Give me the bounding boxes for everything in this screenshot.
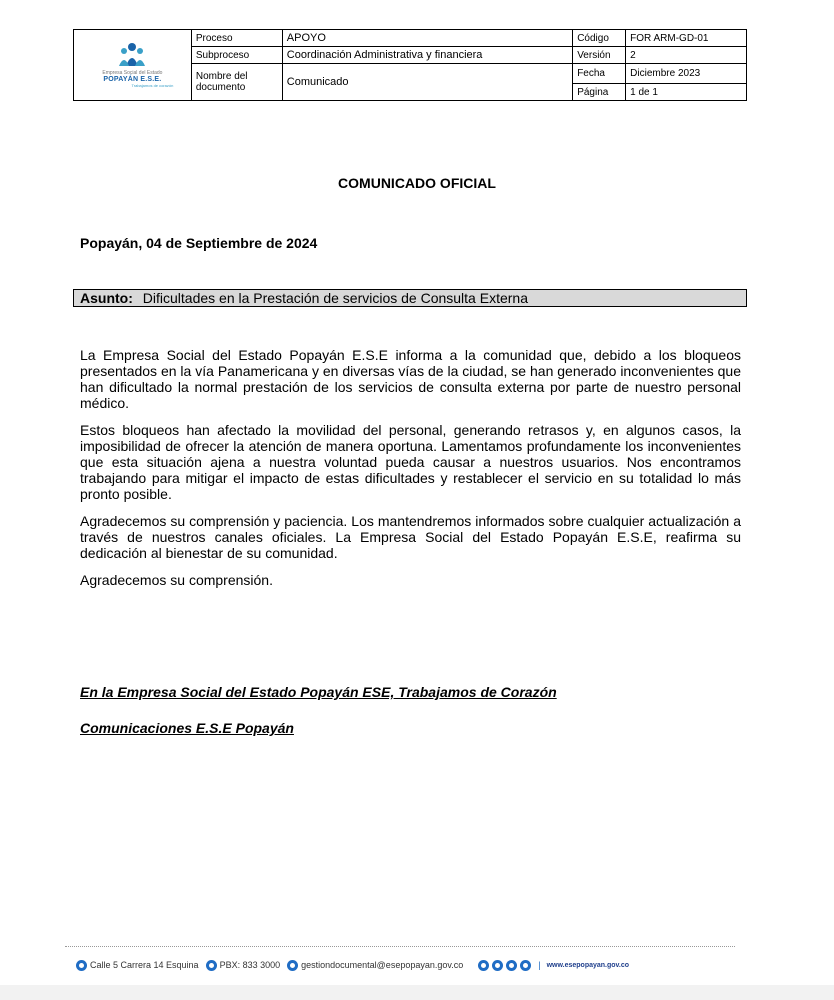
logo-cell [74, 30, 192, 101]
page-bottom-shade [0, 985, 834, 1000]
header-value-pagina: 1 de 1 [626, 84, 747, 101]
header-label-fecha: Fecha [573, 64, 626, 84]
paragraph: Estos bloqueos han afectado la movilidad del personal, generando retrasos y, en algunos casos, la imposibilidad de ofrecer la atención de manera oportuna. Lamentamos profundamente los inconvenientes que esta situación ajena a nuestra voluntad pueda causar a nuestros usuarios. Nos encontramos trabajando para mitigar el impacto de estas dificultades y restablecer el servicio en su totalidad lo más pronto posible. [80, 422, 741, 502]
twitter-icon[interactable] [506, 960, 517, 971]
phone-icon [206, 960, 217, 971]
email-icon [287, 960, 298, 971]
family-icon [117, 42, 147, 68]
header-label-version: Versión [573, 47, 626, 64]
slogan: En la Empresa Social del Estado Popayán ESE, Trabajamos de Corazón [80, 684, 557, 700]
footer-address [76, 960, 199, 971]
header-label-proceso: Proceso [191, 30, 282, 47]
header-value-nombre: Comunicado [282, 64, 572, 101]
header-label-subproceso: Subproceso [191, 47, 282, 64]
logo-org-name: POPAYÁN E.S.E. [103, 76, 162, 83]
subject-text: Dificultades en la Prestación de servicios de Consulta Externa [142, 290, 528, 306]
header-label-codigo: Código [573, 30, 626, 47]
social-icons [478, 960, 532, 971]
paragraph: Agradecemos su comprensión y paciencia. Los mantendremos informados sobre cualquier actualización a través de nuestros canales oficiales. La Empresa Social del Estado Popayán E.S.E, reafirma su dedicación al bienestar de su comunidad. [80, 513, 741, 561]
footer-email[interactable] [287, 960, 463, 971]
footer-separator: | [538, 960, 541, 970]
subject-box [73, 289, 747, 307]
logo-tagline: Trabajamos de corazón [131, 83, 174, 88]
facebook-icon[interactable] [492, 960, 503, 971]
paragraph: La Empresa Social del Estado Popayán E.S.E informa a la comunidad que, debido a los bloqueos presentados en la vía Panamericana y en diversas vías de la ciudad, se han generado inconvenientes que han dificultado la normal prestación de los servicios de consulta externa por parte de nuestro personal médico. [80, 347, 741, 411]
logo-org-small: Empresa Social del Estado [102, 70, 163, 76]
location-icon [76, 960, 87, 971]
org-logo [74, 30, 191, 100]
document-title: COMUNICADO OFICIAL [338, 175, 496, 191]
header-label-pagina: Página [573, 84, 626, 101]
footer-divider [65, 946, 735, 947]
header-value-codigo: FOR ARM-GD-01 [626, 30, 747, 47]
footer [76, 958, 629, 972]
youtube-icon[interactable] [520, 960, 531, 971]
date-line: Popayán, 04 de Septiembre de 2024 [80, 235, 318, 251]
footer-email-text[interactable]: gestiondocumental@esepopayan.gov.co [301, 960, 464, 970]
body-text [80, 347, 741, 599]
signature: Comunicaciones E.S.E Popayán [80, 720, 294, 736]
document-header-table [73, 29, 747, 101]
footer-address-text: Calle 5 Carrera 14 Esquina [90, 960, 199, 970]
footer-phone [206, 960, 281, 971]
header-value-fecha: Diciembre 2023 [626, 64, 747, 84]
subject-label: Asunto: [80, 290, 133, 306]
header-label-nombre: Nombre del documento [191, 64, 282, 101]
footer-phone-text: PBX: 833 3000 [219, 960, 281, 970]
header-value-proceso: APOYO [282, 30, 572, 47]
header-value-version: 2 [626, 47, 747, 64]
header-value-subproceso: Coordinación Administrativa y financiera [282, 47, 572, 64]
instagram-icon[interactable] [478, 960, 489, 971]
paragraph: Agradecemos su comprensión. [80, 572, 273, 588]
footer-website[interactable]: www.esepopayan.gov.co [546, 961, 630, 969]
